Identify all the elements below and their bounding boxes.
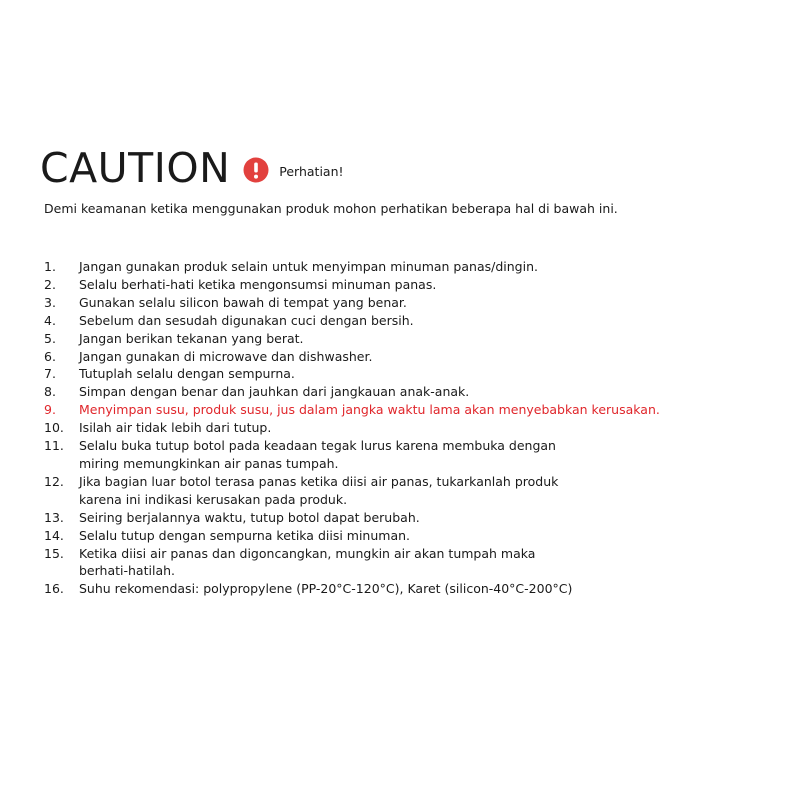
list-item-line: Menyimpan susu, produk susu, jus dalam jangka waktu lama akan menyebabkan kerusakan.: [79, 402, 660, 418]
list-item-text: [79, 437, 556, 473]
list-item: [44, 312, 660, 330]
list-item-line: Isilah air tidak lebih dari tutup.: [79, 420, 272, 436]
list-item-number: 3.: [44, 294, 56, 310]
list-item-number: 12.: [44, 473, 64, 489]
list-item-number: 4.: [44, 312, 56, 328]
list-item: [44, 276, 660, 294]
list-item-line: Tutuplah selalu dengan sempurna.: [79, 366, 295, 382]
list-item-number: 2.: [44, 276, 56, 292]
list-item: [44, 545, 660, 581]
list-item-line: Seiring berjalannya waktu, tutup botol dapat berubah.: [79, 509, 420, 525]
list-item-line: Selalu buka tutup botol pada keadaan tegak lurus karena membuka dengan: [79, 438, 556, 454]
list-item: [44, 473, 660, 509]
list-item-line: Ketika diisi air panas dan digoncangkan, mungkin air akan tumpah maka: [79, 545, 536, 561]
list-item: [44, 580, 660, 598]
list-item-text: [79, 294, 407, 312]
list-item-number: 15.: [44, 545, 64, 561]
exclamation-icon: [243, 157, 269, 183]
list-item-line: Sebelum dan sesudah digunakan cuci dengan bersih.: [79, 312, 414, 328]
list-item-number: 10.: [44, 420, 64, 436]
caution-subtitle: Perhatian!: [279, 163, 344, 179]
list-item: [44, 527, 660, 545]
list-item: [44, 348, 660, 366]
list-item: [44, 365, 660, 383]
list-item-text: [79, 330, 304, 348]
list-item: [44, 258, 660, 276]
list-item: [44, 401, 660, 419]
list-item-line: Jangan gunakan produk selain untuk menyimpan minuman panas/dingin.: [79, 259, 538, 274]
list-item: [44, 330, 660, 348]
list-item: [44, 437, 660, 473]
list-item-line: Suhu rekomendasi: polypropylene (PP-20°C-120°C), Karet (silicon-40°C-200°C): [79, 581, 573, 597]
list-item: [44, 419, 660, 437]
list-item-text: [79, 276, 436, 294]
list-item-line: karena ini indikasi kerusakan pada produk.: [79, 491, 348, 507]
list-item-line: berhati-hatilah.: [79, 563, 175, 579]
list-item-line: Selalu tutup dengan sempurna ketika diisi minuman.: [79, 527, 411, 543]
list-item-number: 13.: [44, 509, 64, 525]
list-item-line: Simpan dengan benar dan jauhkan dari jangkauan anak-anak.: [79, 384, 470, 400]
list-item-line: Jangan gunakan di microwave dan dishwasher.: [79, 348, 373, 364]
list-item-number: 6.: [44, 348, 56, 364]
list-item-text: [79, 527, 410, 545]
list-item: [44, 509, 660, 527]
list-item-number: 14.: [44, 527, 64, 543]
list-item-text: [79, 419, 271, 437]
list-item-number: 16.: [44, 581, 64, 597]
list-item-text: [79, 312, 414, 330]
list-item: [44, 383, 660, 401]
intro-text: Demi keamanan ketika menggunakan produk mohon perhatikan beberapa hal di bawah ini.: [44, 201, 618, 216]
list-item-text: [79, 365, 295, 383]
list-item-line: Jika bagian luar botol terasa panas ketika diisi air panas, tukarkanlah produk: [79, 473, 559, 489]
list-item-text: [79, 401, 660, 419]
page-title: CAUTION: [40, 144, 231, 192]
list-item-text: [79, 348, 372, 366]
list-item-number: 5.: [44, 330, 56, 346]
list-item-line: Selalu berhati-hati ketika mengonsumsi minuman panas.: [79, 276, 437, 292]
list-item-text: [79, 473, 558, 509]
list-item-text: [79, 580, 572, 598]
list-item-number: 8.: [44, 384, 56, 400]
list-item: [44, 294, 660, 312]
list-item-number: 1.: [44, 259, 56, 274]
list-item-text: [79, 258, 538, 276]
list-item-text: [79, 545, 535, 581]
list-item-line: Gunakan selalu silicon bawah di tempat yang benar.: [79, 294, 407, 310]
list-item-line: Jangan berikan tekanan yang berat.: [79, 330, 304, 346]
list-item-text: [79, 509, 420, 527]
list-item-number: 7.: [44, 366, 56, 382]
list-item-text: [79, 383, 469, 401]
list-item-number: 9.: [44, 402, 56, 418]
list-item-number: 11.: [44, 438, 64, 454]
caution-header: [40, 142, 344, 194]
list-item-line: miring memungkinkan air panas tumpah.: [79, 455, 339, 471]
caution-list: [44, 258, 660, 598]
